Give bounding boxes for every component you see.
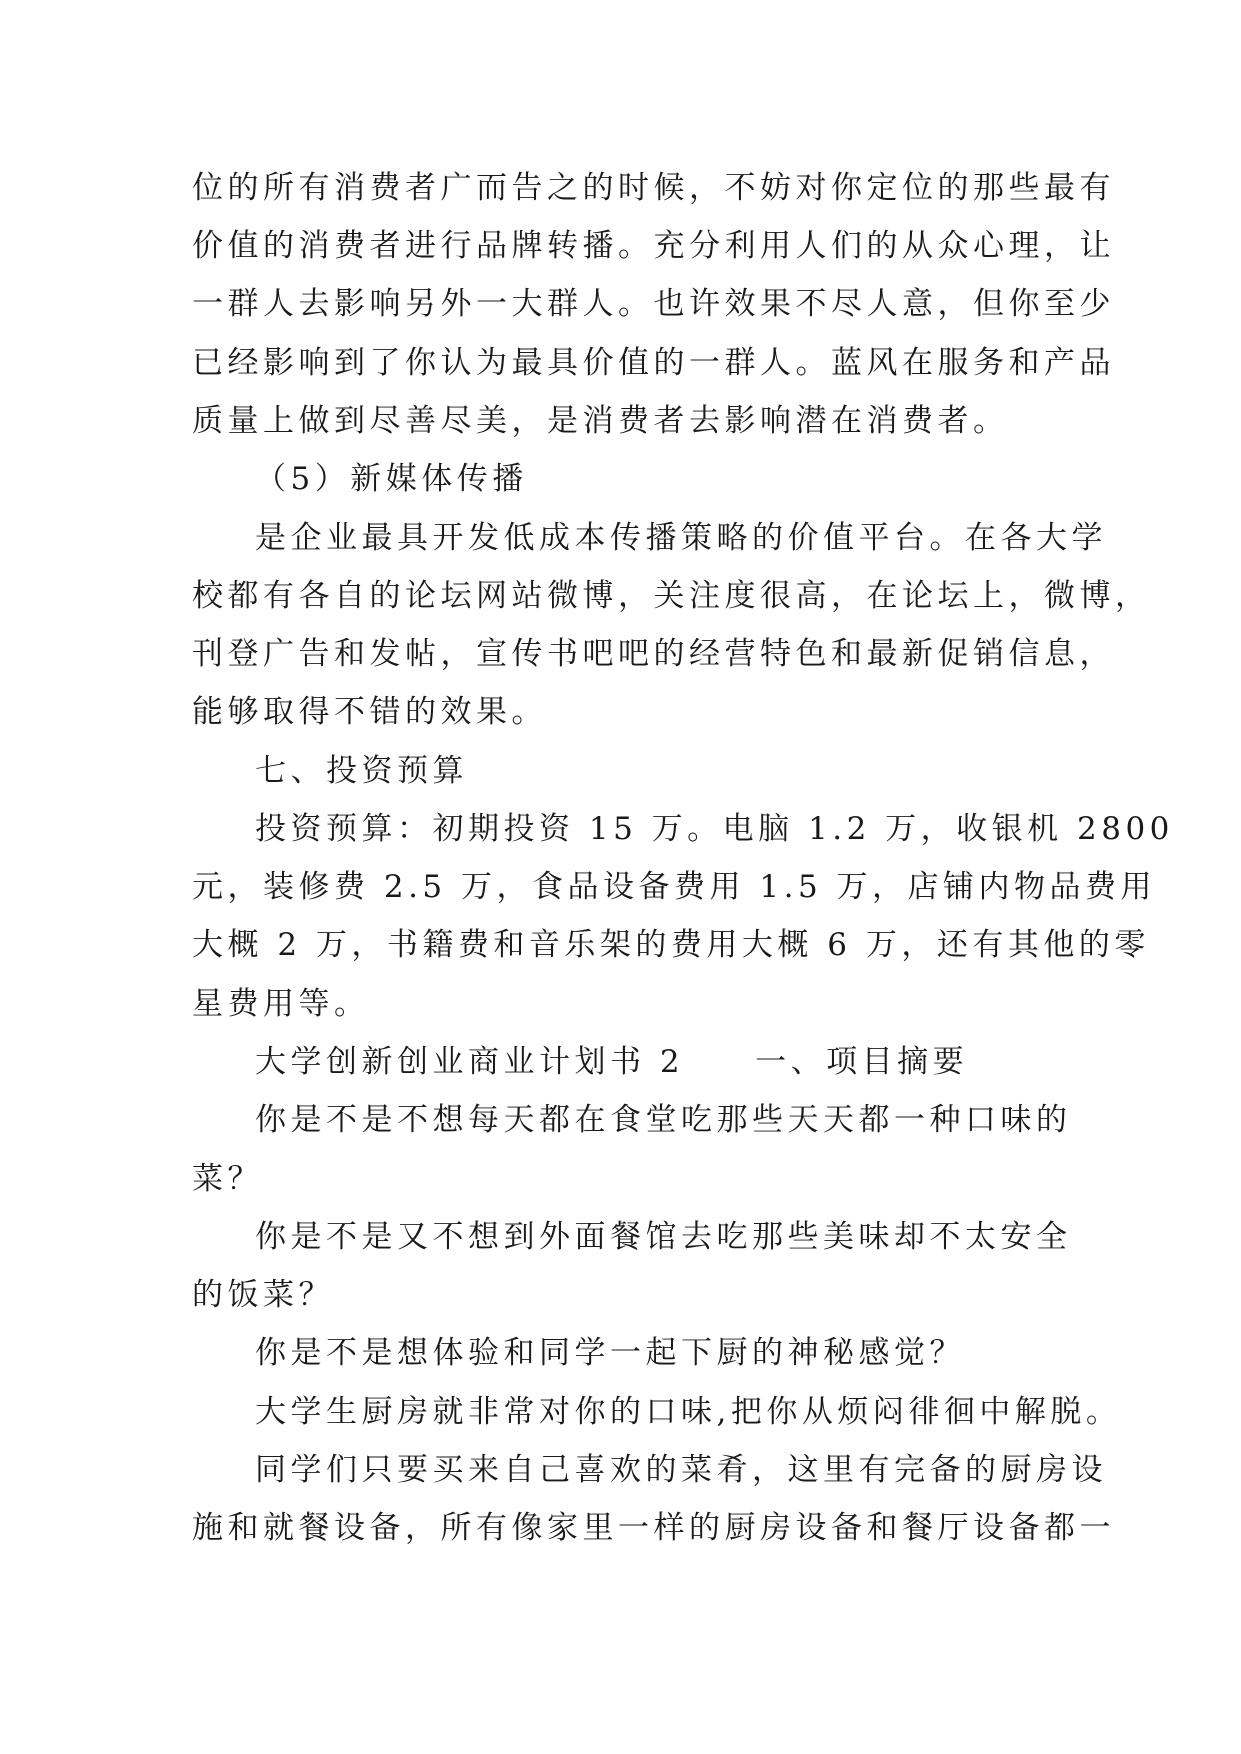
text-line: 投资预算：初期投资 15 万。电脑 1.2 万，收银机 2800 — [255, 811, 1174, 847]
text-line: 是企业最具开发低成本传播策略的价值平台。在各大学 — [255, 520, 1107, 556]
text-line: 大概 2 万，书籍费和音乐架的费用大概 6 万，还有其他的零 — [192, 927, 1150, 963]
text-line: 刊登广告和发帖，宣传书吧吧的经营特色和最新促销信息， — [192, 636, 1115, 672]
text-line: 你是不是又不想到外面餐馆去吃那些美味却不太安全 — [255, 1219, 1072, 1255]
text-line: 菜？ — [192, 1161, 263, 1197]
text-line: 价值的消费者进行品牌转播。充分利用人们的从众心理，让 — [192, 228, 1115, 264]
text-line: 施和就餐设备，所有像家里一样的厨房设备和餐厅设备都一 — [192, 1510, 1115, 1546]
text-line: 能够取得不错的效果。 — [192, 694, 547, 730]
text-line: 你是不是不想每天都在食堂吃那些天天都一种口味的 — [255, 1102, 1072, 1138]
text-line: 一群人去影响另外一大群人。也许效果不尽人意，但你至少 — [192, 286, 1115, 322]
text-line: 大学生厨房就非常对你的口味,把你从烦闷徘徊中解脱。 — [255, 1394, 1122, 1430]
text-line: 位的所有消费者广而告之的时候，不妨对你定位的那些最有 — [192, 170, 1115, 206]
text-line: 元，装修费 2.5 万，食品设备费用 1.5 万，店铺内物品费用 — [192, 869, 1157, 905]
text-line: 的饭菜？ — [192, 1277, 334, 1313]
text-line: 校都有各自的论坛网站微博，关注度很高，在论坛上，微博， — [192, 578, 1151, 614]
section-heading: 大学创新创业商业计划书 2 一、项目摘要 — [255, 1044, 969, 1080]
section-heading: 七、投资预算 — [255, 753, 468, 789]
text-line: 已经影响到了你认为最具价值的一群人。蓝风在服务和产品 — [192, 345, 1115, 381]
section-heading: （5）新媒体传播 — [255, 461, 528, 497]
text-line: 你是不是想体验和同学一起下厨的神秘感觉？ — [255, 1335, 965, 1371]
text-line: 质量上做到尽善尽美，是消费者去影响潜在消费者。 — [192, 403, 1009, 439]
text-line: 星费用等。 — [192, 986, 370, 1022]
text-line: 同学们只要买来自己喜欢的菜肴，这里有完备的厨房设 — [255, 1452, 1107, 1488]
